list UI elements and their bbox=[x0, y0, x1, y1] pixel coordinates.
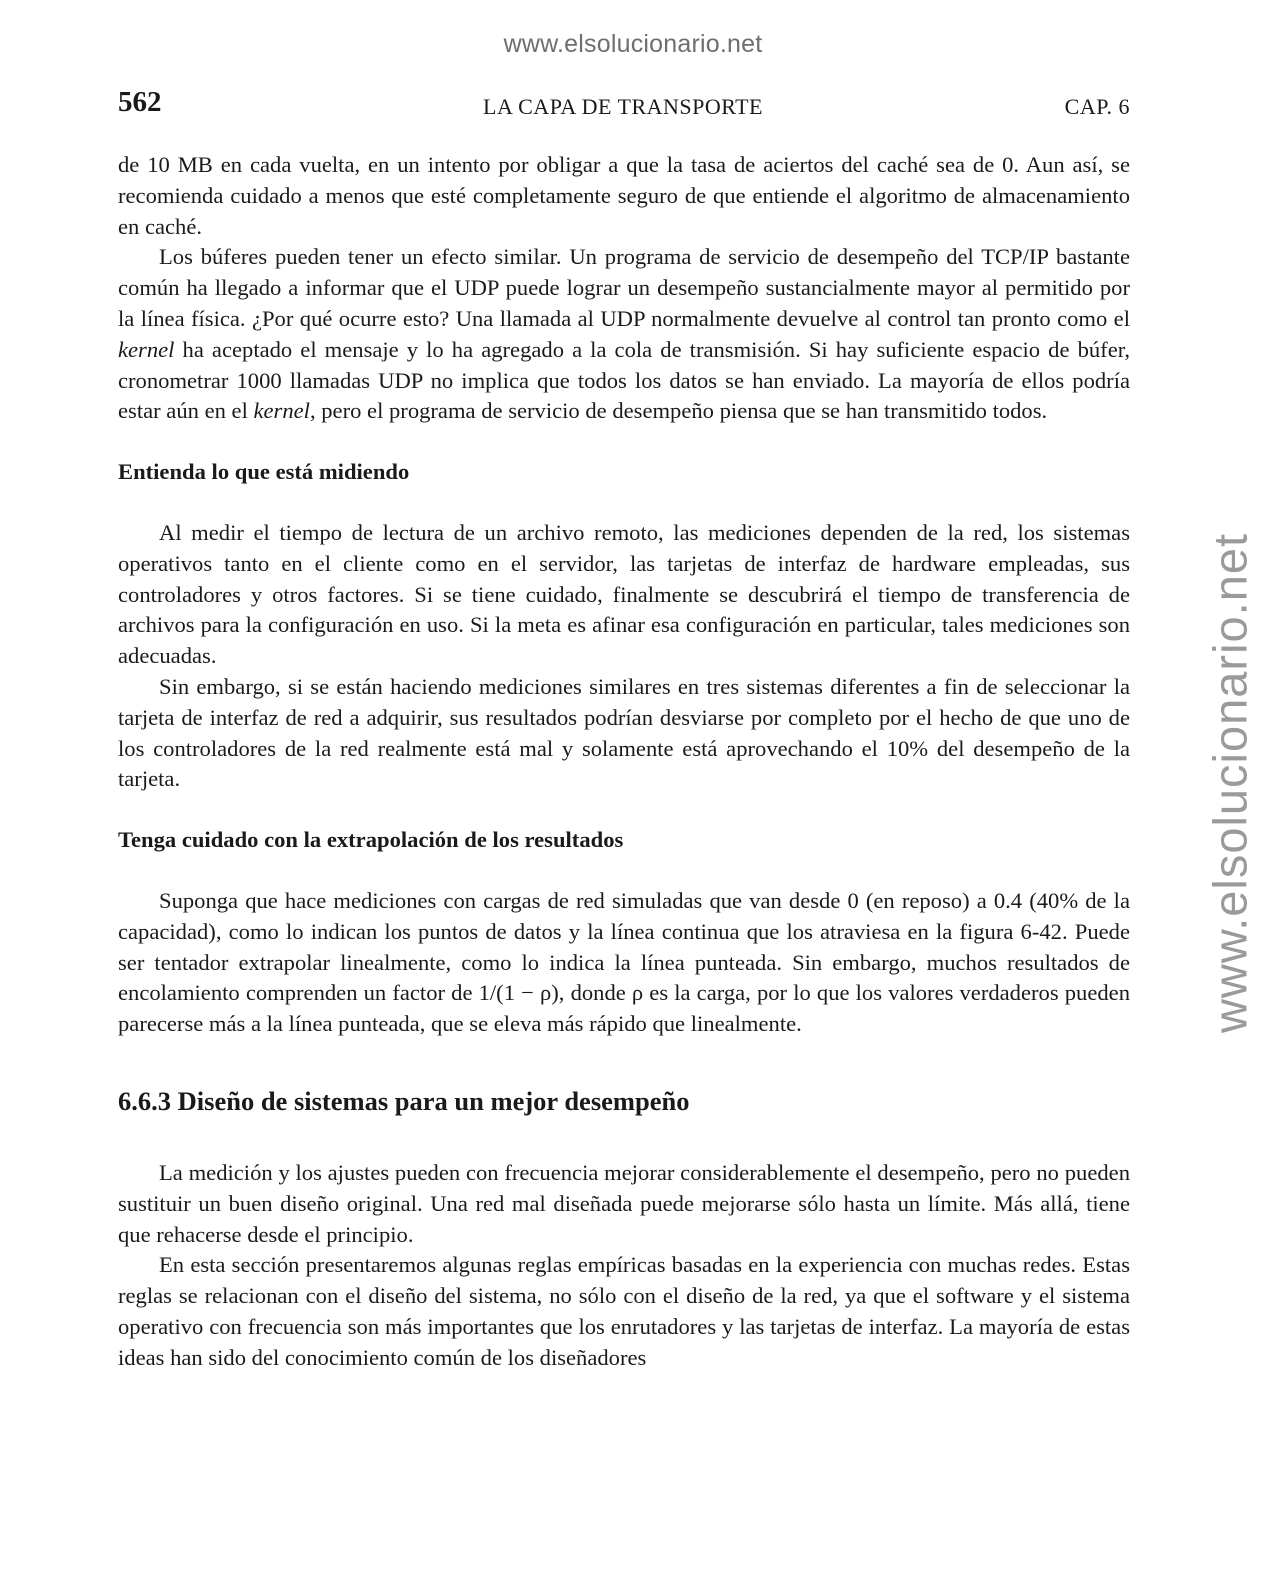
paragraph-text: ha aceptado el mensaje y lo ha agregado a la cola de transmisión. Si hay suficiente espacio de búfer, cronometrar 1000 llamadas UDP no implica que todos los datos se han enviado. La mayoría de ellos podría estar aún en el bbox=[118, 336, 1130, 424]
paragraph-measurement-tuning: La medición y los ajustes pueden con frecuencia mejorar considerablemente el desempeño, pero no pueden sustituir un buen diseño original. Una red mal diseñada puede mejorarse sólo hasta un límite. Más allá, tiene que rehacerse desde el principio. bbox=[118, 1159, 1130, 1247]
section-heading-6-6-3: 6.6.3 Diseño de sistemas para un mejor desempeño bbox=[118, 1085, 690, 1116]
paragraph-text: , pero el programa de servicio de desempeño piensa que se han transmitido todos. bbox=[309, 398, 1048, 424]
watermark-url-top: www.elsolucionario.net bbox=[503, 30, 763, 58]
emphasis-kernel: kernel bbox=[118, 336, 175, 362]
paragraph-remote-file: Al medir el tiempo de lectura de un archivo remoto, las mediciones dependen de la red, los sistemas operativos tanto en el cliente como en el servidor, las tarjetas de interfaz de hardware empleadas, sus controladores y otros factores. Si se tiene cuidado, finalmente se descubrirá el tiempo de transferencia de archivos para la configuración en uso. Si la meta es afinar esa configuración en particular, tales mediciones son adecuadas. bbox=[118, 519, 1130, 669]
subheading-measuring: Entienda lo que está midiendo bbox=[118, 459, 410, 485]
page-body bbox=[118, 150, 1130, 1374]
paragraph-rules-of-thumb: En esta sección presentaremos algunas reglas empíricas basadas en la experiencia con muchas redes. Estas reglas se relacionan con el diseño del sistema, no sólo con el diseño de la red, ya que el software y el sistema operativo con frecuencia son más importantes que los enrutadores y las tarjetas de interfaz. La mayoría de estas ideas han sido del conocimiento común de los diseñadores bbox=[118, 1252, 1130, 1370]
page-number: 562 bbox=[118, 86, 162, 118]
paragraph-simulated-loads: Suponga que hace mediciones con cargas de red simuladas que van desde 0 (en reposo) a 0.4 (40% de la capacidad), como lo indican los puntos de datos y la línea continua que los atraviesa en la figura 6-42. Puede ser tentador extrapolar linealmente, como lo indica la línea punteada. Sin embargo, muchos resultados de encolamiento comprenden un factor de 1/(1 − ρ), donde ρ es la carga, por lo que los valores verdaderos pueden parecerse más a la línea punteada, que se eleva más rápido que linealmente. bbox=[118, 887, 1130, 1037]
subheading-extrapolation: Tenga cuidado con la extrapolación de los resultados bbox=[118, 827, 624, 853]
emphasis-kernel: kernel bbox=[253, 398, 310, 424]
paragraph-network-card: Sin embargo, si se están haciendo mediciones similares en tres sistemas diferentes a fin de seleccionar la tarjeta de interfaz de red a adquirir, sus resultados podrían desviarse por completo por el hecho de que uno de los controladores de la red realmente está mal y solamente está aprovechando el 10% del desempeño de la tarjeta. bbox=[118, 673, 1130, 792]
chapter-label: CAP. 6 bbox=[1064, 94, 1130, 119]
watermark-url-side: www.elsolucionario.net bbox=[1203, 532, 1257, 1034]
paragraph-continuation: de 10 MB en cada vuelta, en un intento por obligar a que la tasa de aciertos del caché sea de 0. Aun así, se recomienda cuidado a menos que esté completamente seguro de que entiende el algoritmo de almacenamiento en caché. bbox=[118, 152, 1130, 239]
running-title: LA CAPA DE TRANSPORTE bbox=[483, 94, 763, 119]
paragraph-buffers bbox=[118, 242, 1130, 427]
paragraph-text: Los búferes pueden tener un efecto similar. Un programa de servicio de desempeño del TCP/IP bastante común ha llegado a informar que el UDP puede lograr un desempeño sustancialmente mayor al permitido por la línea física. ¿Por qué ocurre esto? Una llamada al UDP normalmente devuelve al control tan pronto como el bbox=[118, 244, 1130, 331]
